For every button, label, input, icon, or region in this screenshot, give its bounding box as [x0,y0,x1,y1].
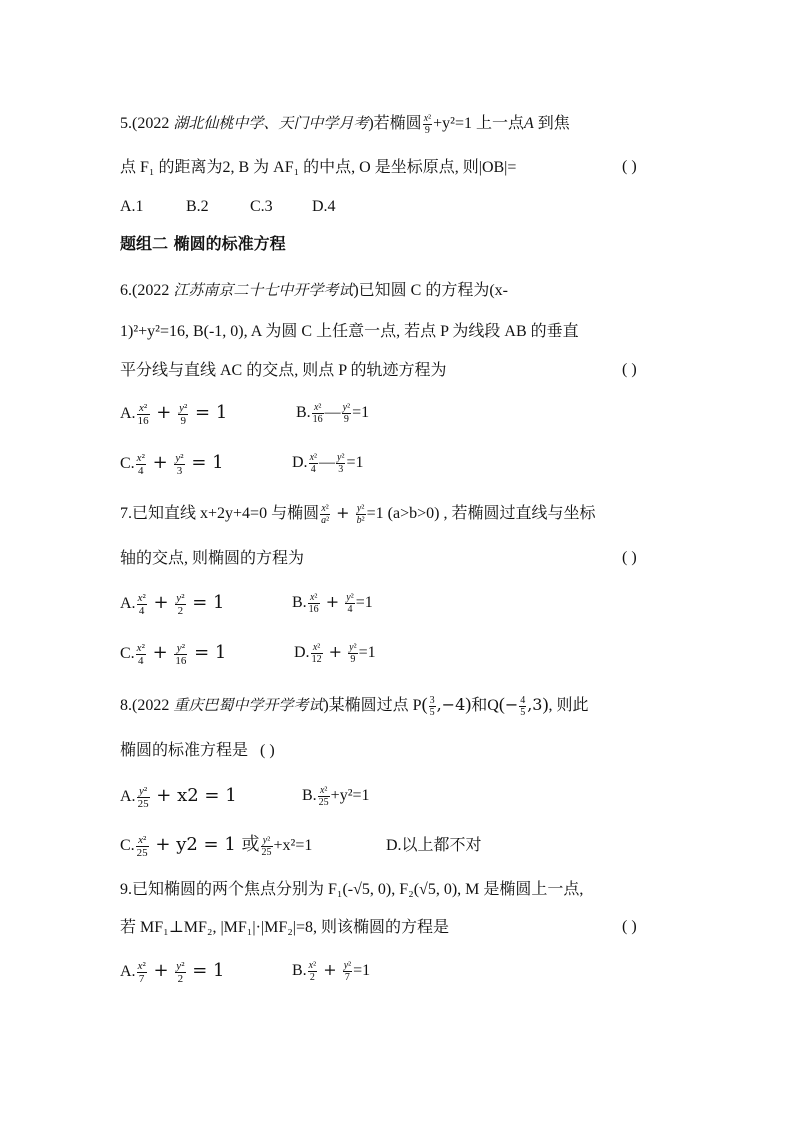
q7-option-c-label: C. [120,645,135,663]
q7-text-2: =1 (a>b>0) , 若椭圆过直线与坐标 [366,505,596,523]
q5-text-3: 到焦 [533,115,570,133]
q8-text-2: 和Q [471,697,499,714]
q7-answer-paren: ( ) [622,549,637,566]
q8-line1: 8.(2022 重庆巴蜀中学开学考试)某椭圆过点 P( $\frac{3}{5}$ ,−4)和Q(− $\frac{4}{5}$ ,3), 则此 [120,694,589,718]
q8-option-d: D.以上都不对 [386,837,482,854]
q7-option-a: A. $\frac{\text{x²}}{4}$ + $\frac{\text{y²}}{2}$ = 1 [120,592,225,617]
q9-option-b: B. $\frac{\text{x²}}{2}$ + $\frac{\text{y²}}{7}$ =1 [292,960,371,983]
q9-answer-paren: ( ) [622,918,637,935]
q6-source: 江苏南京二十七中开学考试 [173,281,354,299]
q8-option-c-text-2: +x²=1 [273,837,313,855]
q5-option-c: C.3 [250,198,273,215]
q8-option-c-label: C. [120,837,135,855]
section-heading: 题组二 椭圆的标准方程 [120,234,286,253]
q7-line1: 7.已知直线 x+2y+4=0 与椭圆 $\frac{\text{x²}}{\text{a²}}$ + $\frac{\text{y²}}{\text{b²}}$ =1 (a>b>0) , 若椭圆过直线与坐标 [120,503,596,526]
q6-option-b: B. $\frac{\text{x²}}{16}$ — $\frac{\text{y²}}{9}$ =1 [296,402,370,425]
q6-option-a: A. $\frac{\text{x²}}{16}$ + $\frac{\text{y²}}{9}$ = 1 [120,402,228,427]
q8-line2 [120,741,275,761]
q6-line1 [120,280,508,301]
q5-source: 湖北仙桃中学、天门中学月考 [173,114,369,133]
q7-option-d: D. $\frac{\text{x²}}{12}$ + $\frac{\text{y²}}{9}$ =1 [294,642,376,665]
q6-option-b-label: B. [296,404,311,422]
q8-option-b: B. $\frac{\text{x²}}{25}$ +y²=1 [302,785,370,808]
q5-fraction: $\frac{\text{x²}}{9}$ [423,113,432,136]
q9-line2: 若 MF₁⊥MF₂, |MF₁|·|MF₂|=8, 则该椭圆的方程是 [120,919,450,936]
q7-option-c: C. $\frac{\text{x²}}{4}$ + $\frac{\text{y²}}{16}$ = 1 [120,642,227,667]
q8-source: 重庆巴蜀中学开学考试 [173,696,324,714]
q5-option-b: B.2 [186,198,209,215]
q8-option-b-label: B. [302,787,317,805]
q7-option-b-label: B. [292,594,307,612]
q7-option-b: B. $\frac{\text{x²}}{16}$ + $\frac{\text{y²}}{4}$ =1 [292,592,373,615]
q9-option-a-label: A. [120,963,136,981]
q6-line3: 平分线与直线 AC 的交点, 则点 P 的轨迹方程为 [120,362,447,379]
q9-line1: 9.已知椭圆的两个焦点分别为 F₁(-√5, 0), F₂(√5, 0), M 是椭圆上一点, [120,881,584,898]
q8-option-b-text: +y²=1 [330,787,370,805]
q8-number: 8.(2022 [120,697,174,714]
q8-option-a-text: + x2 = 1 [150,785,237,807]
q6-option-d: D. $\frac{\text{x²}}{4}$ — $\frac{\text{y²}}{3}$ =1 [292,452,364,475]
q8-option-a: A. $\frac{\text{y²}}{25}$ + x2 = 1 [120,785,237,810]
q9-option-b-label: B. [292,962,307,980]
q7-text: 7.已知直线 x+2y+4=0 与椭圆 [120,505,320,523]
q6-option-c: C. $\frac{\text{x²}}{4}$ + $\frac{\text{y²}}{3}$ = 1 [120,452,224,477]
q7-line2: 轴的交点, 则椭圆的方程为 [120,550,305,567]
q5-line2: 点 F₁ 的距离为2, B 为 AF₁ 的中点, O 是坐标原点, 则|OB|= [120,159,517,176]
q5-answer-paren: ( ) [622,158,637,175]
q7-option-d-label: D. [294,644,310,662]
q5-number: 5.(2022 [120,115,174,133]
q5-line1: 5.(2022 湖北仙桃中学、天门中学月考)若椭圆 $\frac{\text{x²}}{9}$ +y²=1 上一点A 到焦 [120,113,570,136]
q6-option-d-label: D. [292,454,308,472]
q8-text-3: , 则此 [548,697,589,714]
q7-option-a-label: A. [120,595,136,613]
q5-option-a: A.1 [120,198,144,215]
q5-text-2: +y²=1 上一点 [433,115,524,133]
q9-option-a: A. $\frac{\text{x²}}{7}$ + $\frac{\text{y²}}{2}$ = 1 [120,960,225,985]
q6-answer-paren: ( ) [622,361,637,378]
q8-text: )某椭圆过点 P [323,697,422,714]
q6-line2: 1)²+y²=16, B(-1, 0), A 为圆 C 上任意一点, 若点 P 为线段 AB 的垂直 [120,323,579,340]
q8-option-c-text: + y2 = 1 或 [149,834,260,856]
q6-option-c-label: C. [120,455,135,473]
q8-answer-paren: ( ) [260,742,275,759]
q8-option-a-label: A. [120,788,136,806]
q6-number: 6.(2022 [120,282,174,299]
q8-option-c: C. $\frac{\text{x²}}{25}$ + y2 = 1 或 $\frac{\text{y²}}{25}$ +x²=1 [120,834,313,859]
q8-text-4: 椭圆的标准方程是 [120,742,249,759]
q6-text: )已知圆 C 的方程为(x- [353,282,509,299]
q5-text: )若椭圆 [368,115,422,133]
q5-option-d: D.4 [312,198,336,215]
q6-option-a-label: A. [120,405,136,423]
